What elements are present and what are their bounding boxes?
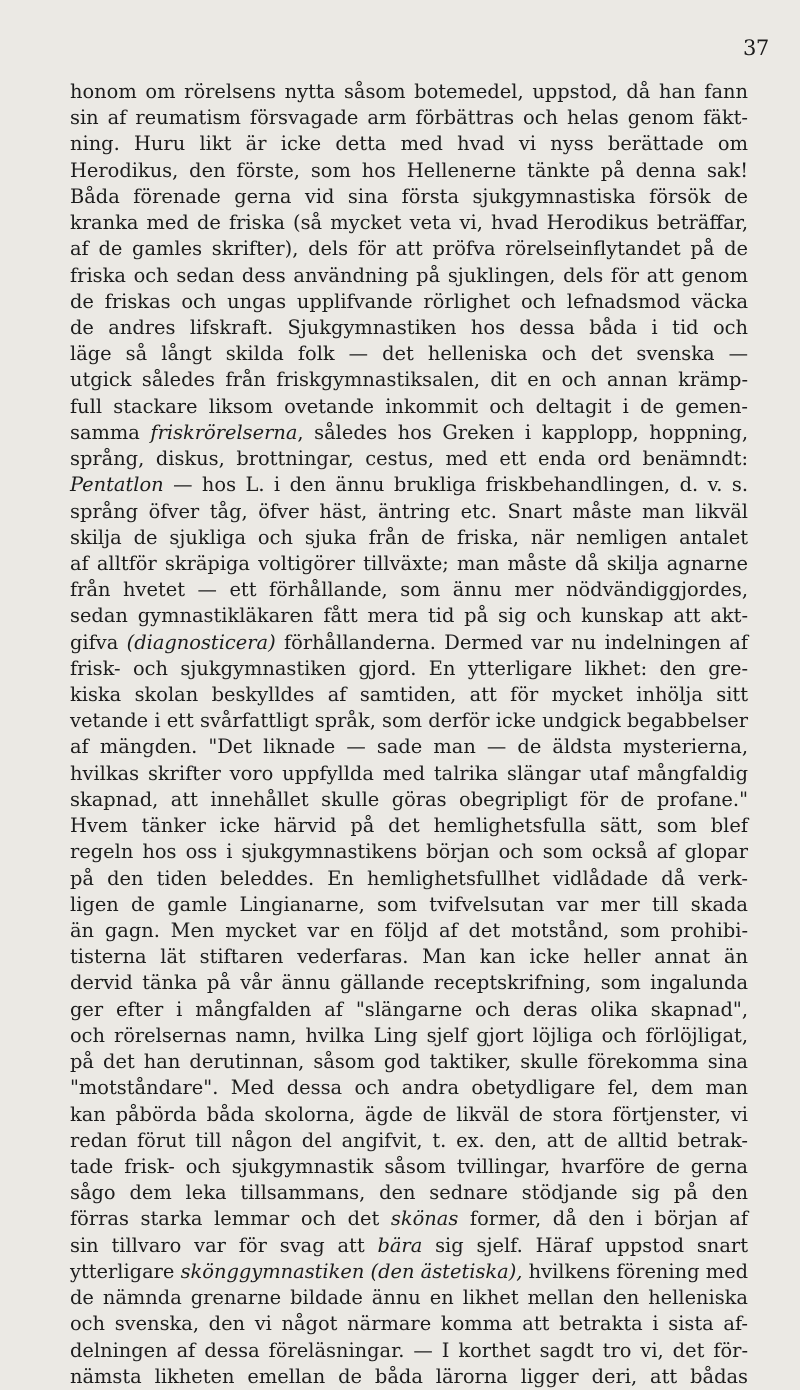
text-line: nämsta likheten emellan de båda lärorna ligger deri, att bådas xyxy=(70,1364,748,1388)
text-line: "motståndare". Med dessa och andra obetydligare fel, dem man xyxy=(70,1076,748,1100)
text-line: de andres lifskraft. Sjukgymnastiken hos dessa båda i tid och xyxy=(70,315,748,339)
text-segment: sig sjelf. Häraf uppstod snart xyxy=(422,1233,748,1257)
text-line: från hvetet — ett förhållande, som ännu mer nödvändiggjordes, xyxy=(70,578,748,602)
text-segment: former, då den i början af xyxy=(458,1207,748,1231)
text-line: sin af reumatism försvagade arm förbättras och helas genom fäkt- xyxy=(70,106,748,130)
text-segment: förras starka lemmar och det xyxy=(70,1207,391,1231)
text-line: utgick således från friskgymnastiksalen, dit en och annan krämp- xyxy=(70,368,748,392)
text-line: dervid tänka på vår ännu gällande receptskrifning, som ingalunda xyxy=(70,971,748,995)
text-line: af alltför skräpiga voltigörer tillväxte; man måste då skilja agnarne xyxy=(70,551,748,575)
page-text xyxy=(70,79,748,1390)
text-line xyxy=(70,420,748,446)
text-line: Båda förenade gerna vid sina första sjukgymnastiska försök de xyxy=(70,184,748,208)
text-line: språng, diskus, brottningar, cestus, med ett enda ord benämndt: xyxy=(70,447,748,471)
text-line: af mängden. "Det liknade — sade man — de äldsta mysterierna, xyxy=(70,735,748,759)
text-line: regeln hos oss i sjukgymnastikens början och som också af glopar xyxy=(70,840,748,864)
text-line: på den tiden beleddes. En hemlighetsfullhet vidlådade då verk- xyxy=(70,866,748,890)
text-line: skapnad, att innehållet skulle göras obegripligt för de profane." xyxy=(70,787,748,811)
italic-text-segment: skönas xyxy=(390,1207,459,1231)
text-segment: ytterligare xyxy=(70,1259,181,1283)
text-line: honom om rörelsens nytta såsom botemedel, uppstod, då han fann xyxy=(70,80,748,103)
text-line: skilja de sjukliga och sjuka från de friska, när nemligen antalet xyxy=(70,525,748,549)
text-segment: — hos L. i den ännu brukliga friskbehandlingen, d. v. s. xyxy=(163,473,748,497)
text-line: redan förut till någon del angifvit, t. ex. den, att de alltid betrak- xyxy=(70,1128,748,1152)
text-line: Herodikus, den förste, som hos Hellenerne tänkte på denna sak! xyxy=(70,158,748,182)
text-segment: gifva xyxy=(70,630,127,654)
text-line xyxy=(70,630,748,656)
text-line: och svenska, den vi något närmare komma att betrakta i sista af- xyxy=(70,1312,748,1336)
italic-text-segment: Pentatlon xyxy=(70,473,164,497)
text-line: af de gamles skrifter), dels för att pröfva rörelseinflytandet på de xyxy=(70,237,748,261)
text-line: delningen af dessa föreläsningar. — I korthet sagdt tro vi, det för- xyxy=(70,1338,748,1362)
text-line: ning. Huru likt är icke detta med hvad vi nyss berättade om xyxy=(70,132,748,156)
text-segment: samma xyxy=(70,420,151,444)
text-line: full stackare liksom ovetande inkommit och deltagit i de gemen- xyxy=(70,394,748,418)
text-line: språng öfver tåg, öfver häst, äntring etc. Snart måste man likväl xyxy=(70,499,748,523)
text-segment: sin tillvaro var för svag att xyxy=(70,1233,378,1257)
text-line: och rörelsernas namn, hvilka Ling sjelf gjort löjliga och förlöjligat, xyxy=(70,1023,748,1047)
text-line: läge så långt skilda folk — det helleniska och det svenska — xyxy=(70,342,748,366)
text-line: ger efter i mångfalden af "slängarne och deras olika skapnad", xyxy=(70,997,748,1021)
text-line: ligen de gamle Lingianarne, som tvifvelsutan var mer till skada xyxy=(70,892,748,916)
text-line xyxy=(70,1233,748,1259)
text-line xyxy=(70,1259,748,1285)
text-line: friska och sedan dess användning på sjuklingen, dels för att genom xyxy=(70,263,748,287)
text-line: tade frisk- och sjukgymnastik såsom tvillingar, hvarföre de gerna xyxy=(70,1154,748,1178)
text-line: vetande i ett svårfattligt språk, som derför icke undgick begabbelser xyxy=(70,709,748,733)
text-line: tisterna lät stiftaren vederfaras. Man kan icke heller annat än xyxy=(70,945,748,969)
italic-text-segment: skönggymnastiken (den ästetiska), xyxy=(180,1259,523,1283)
italic-text-segment: friskrörelserna xyxy=(150,420,298,444)
text-line xyxy=(70,472,748,498)
text-line: de friskas och ungas upplifvande rörlighet och lefnadsmod väcka xyxy=(70,289,748,313)
text-line: Hvem tänker icke härvid på det hemlighetsfulla sätt, som blef xyxy=(70,814,748,838)
text-line: frisk- och sjukgymnastiken gjord. En ytterligare likhet: den gre- xyxy=(70,656,748,680)
text-line: än gagn. Men mycket var en följd af det motstånd, som prohibi- xyxy=(70,919,748,942)
text-line: sågo dem leka tillsammans, den sednare stödjande sig på den xyxy=(70,1181,748,1205)
text-line: sedan gymnastikläkaren fått mera tid på sig och kunskap att akt- xyxy=(70,604,748,628)
text-segment: , således hos Greken i kapplopp, hoppning, xyxy=(297,420,748,444)
text-line: kranka med de friska (så mycket veta vi, hvad Herodikus beträffar, xyxy=(70,211,748,235)
page-number: 37 xyxy=(743,36,769,60)
italic-text-segment: bära xyxy=(377,1233,423,1257)
text-segment: hvilkens förening med xyxy=(522,1259,748,1283)
text-segment: förhållanderna. Dermed var nu indelningen af xyxy=(275,630,748,654)
text-line: de nämnda grenarne bildade ännu en likhet mellan den helleniska xyxy=(70,1286,748,1310)
text-line: hvilkas skrifter voro uppfyllda med talrika slängar utaf mångfaldig xyxy=(70,761,748,785)
italic-text-segment: (diagnosticera) xyxy=(126,630,276,654)
text-line: kiska skolan beskylldes af samtiden, att för mycket inhölja sitt xyxy=(70,683,748,707)
text-line xyxy=(70,1206,748,1232)
text-line: kan påbörda båda skolorna, ägde de likväl de stora förtjenster, vi xyxy=(70,1102,748,1126)
text-line: på det han derutinnan, såsom god taktiker, skulle förekomma sina xyxy=(70,1050,748,1074)
